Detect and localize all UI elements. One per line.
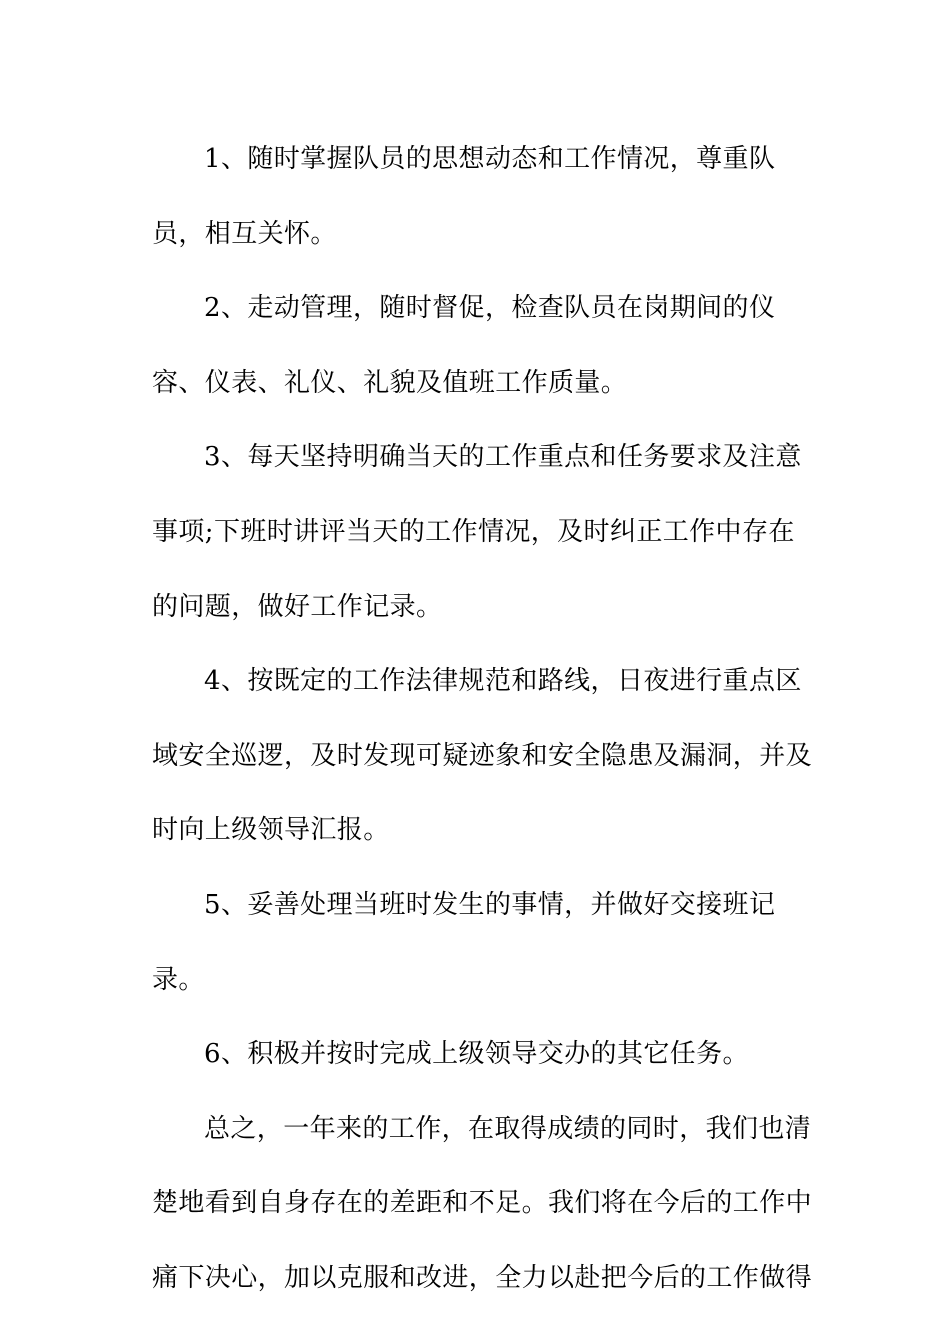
- paragraph-6: 6、积极并按时完成上级领导交办的其它任务。: [204, 1039, 749, 1070]
- paragraph-summary: 总之，一年来的工作，在取得成绩的同时，我们也清楚地看到自身存在的差距和不足。我们将在今后的工作中痛下决心，加以克服和改进，全力以赴把今后的工作做得: [152, 1113, 813, 1293]
- paragraph-2: 2、走动管理，随时督促，检查队员在岗期间的仪容、仪表、礼仪、礼貌及值班工作质量。: [152, 293, 776, 398]
- document-body: [152, 122, 812, 1316]
- paragraph-3: 3、每天坚持明确当天的工作重点和任务要求及注意事项;下班时讲评当天的工作情况，及时纠正工作中存在的问题，做好工作记录。: [152, 442, 802, 622]
- paragraph-4: 4、按既定的工作法律规范和路线，日夜进行重点区域安全巡逻，及时发现可疑迹象和安全隐患及漏洞，并及时向上级领导汇报。: [152, 666, 813, 846]
- paragraph-1: 1、随时掌握队员的思想动态和工作情况，尊重队员，相互关怀。: [152, 144, 776, 249]
- paragraph-5: 5、妥善处理当班时发生的事情，并做好交接班记录。: [152, 889, 776, 995]
